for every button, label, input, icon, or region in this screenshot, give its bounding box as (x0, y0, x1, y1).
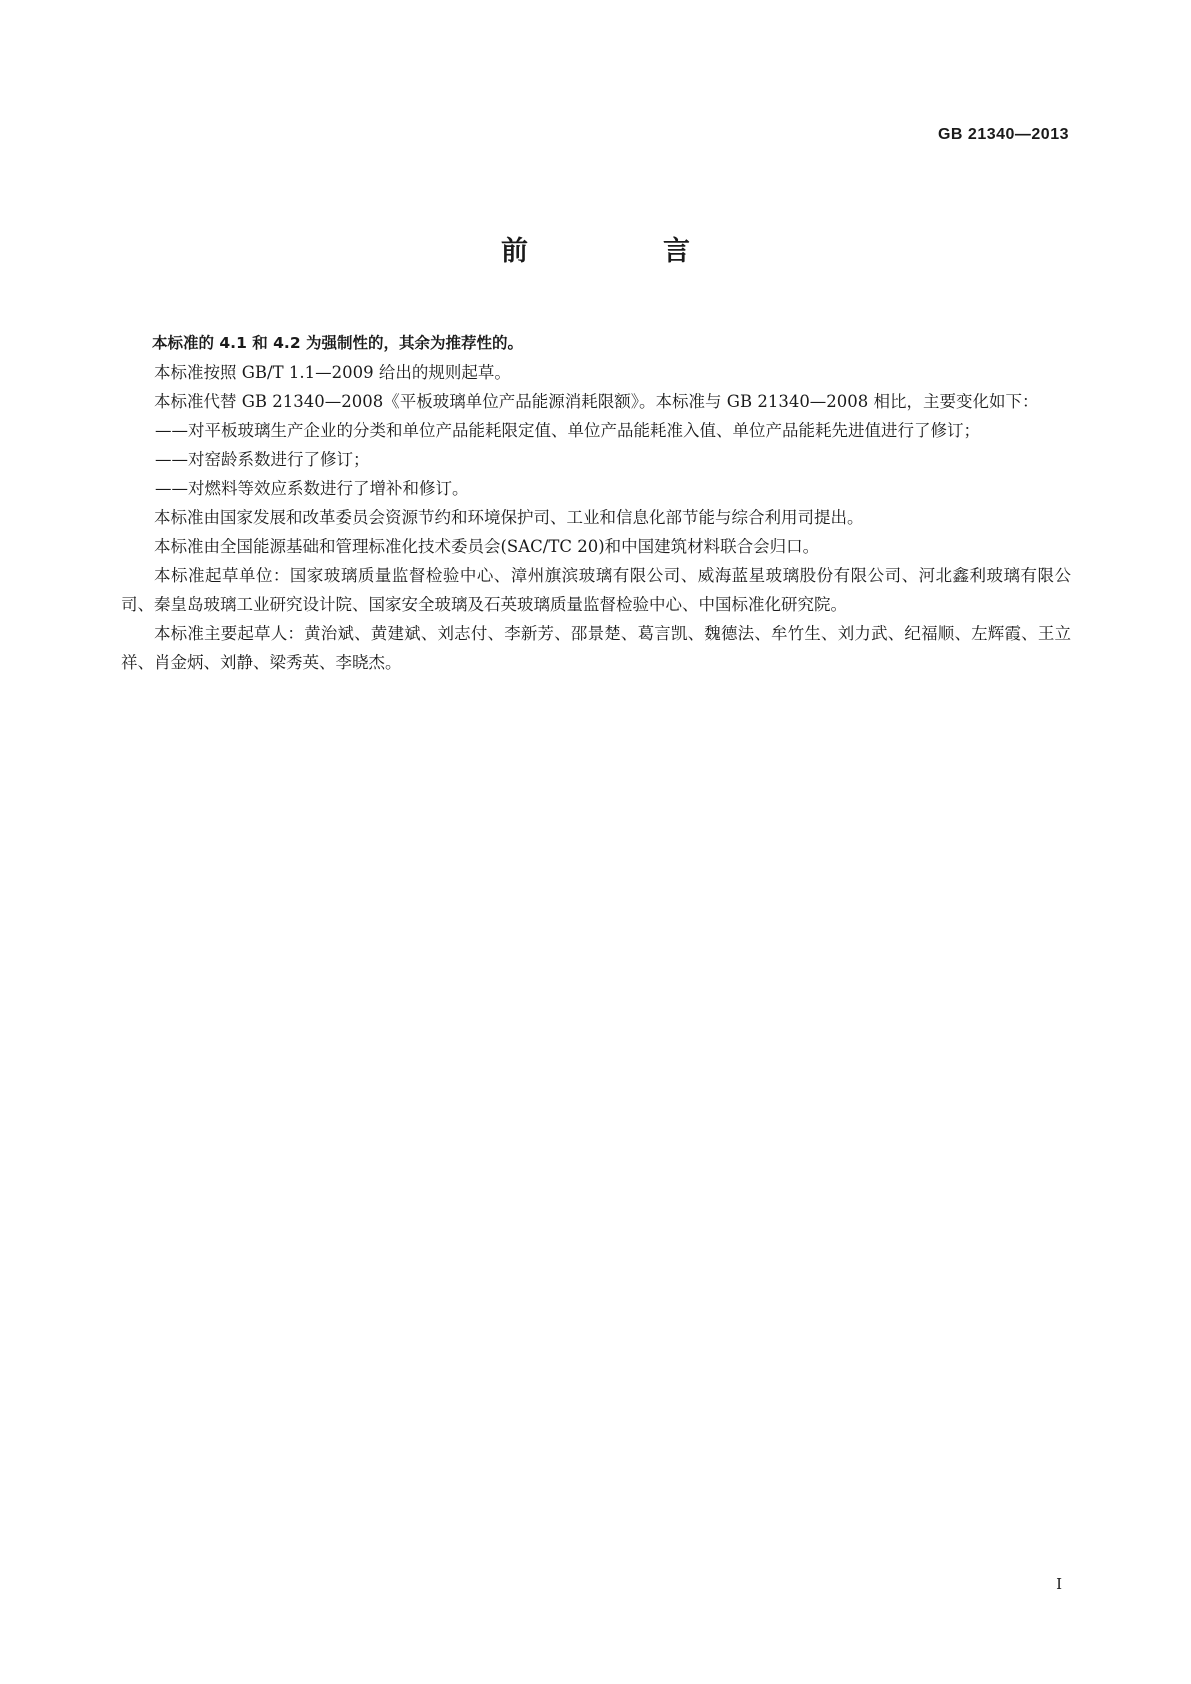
standard-number: GB 21340—2013 (937, 126, 1069, 143)
change-item: ——对窑龄系数进行了修订； (155, 450, 370, 469)
foreword-body (121, 329, 1071, 677)
mandatory-clause-paragraph: 本标准的 4.1 和 4.2 为强制性的，其余为推荐性的。 (152, 334, 524, 352)
proposer-paragraph: 本标准由国家发展和改革委员会资源节约和环境保护司、工业和信息化部节能与综合利用司提出。 (154, 508, 864, 527)
change-item: ——对燃料等效应系数进行了增补和修订。 (155, 479, 469, 498)
replacement-paragraph: 本标准代替 GB 21340—2008《平板玻璃单位产品能源消耗限额》。本标准与 GB 21340—2008 相比，主要变化如下： (154, 392, 1039, 411)
drafting-rules-paragraph: 本标准按照 GB/T 1.1—2009 给出的规则起草。 (154, 363, 511, 382)
change-item: ——对平板玻璃生产企业的分类和单位产品能耗限定值、单位产品能耗准入值、单位产品能耗先进值进行了修订； (155, 421, 980, 440)
page-number: I (1056, 1575, 1062, 1593)
drafters-paragraph: 本标准主要起草人：黄治斌、黄建斌、刘志付、李新芳、邵景楚、葛言凯、魏德法、牟竹生、刘力武、纪福顺、左辉霞、王立祥、肖金炳、刘静、梁秀英、李晓杰。 (121, 624, 1071, 672)
page-title: 前 言 (501, 236, 744, 267)
drafting-units-paragraph: 本标准起草单位：国家玻璃质量监督检验中心、漳州旗滨玻璃有限公司、威海蓝星玻璃股份有限公司、河北鑫利玻璃有限公司、秦皇岛玻璃工业研究设计院、国家安全玻璃及石英玻璃质量监督检验中心、中国标准化研究院。 (121, 566, 1071, 614)
administrator-paragraph: 本标准由全国能源基础和管理标准化技术委员会(SAC/TC 20)和中国建筑材料联合会归口。 (154, 537, 820, 556)
